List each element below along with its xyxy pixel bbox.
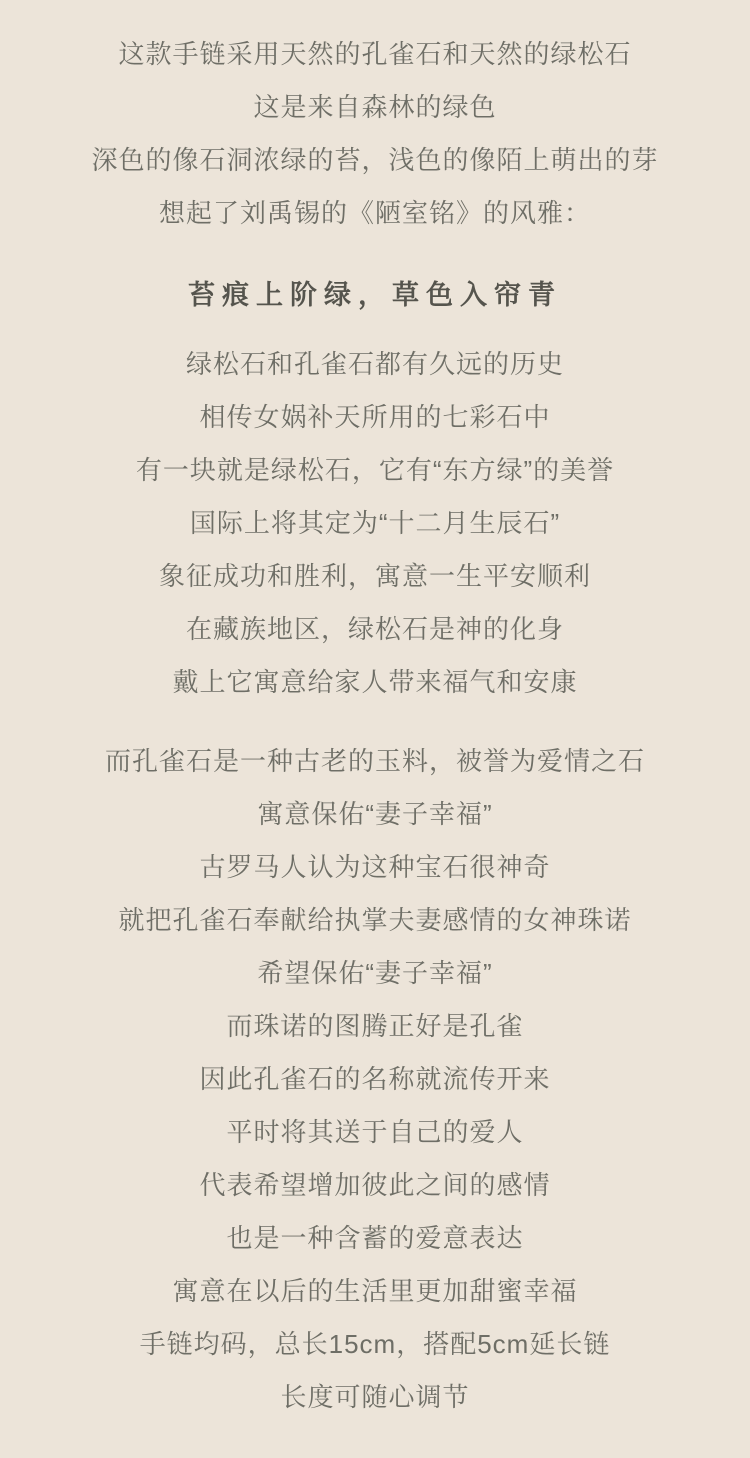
turquoise-line-3: 有一块就是绿松石，它有“东方绿”的美誉 bbox=[135, 455, 615, 485]
malachite-line-11: 寓意在以后的生活里更加甜蜜幸福 bbox=[172, 1276, 578, 1306]
malachite-line-3: 古罗马人认为这种宝石很神奇 bbox=[199, 852, 551, 882]
malachite-line-10: 也是一种含蓄的爱意表达 bbox=[226, 1223, 524, 1253]
malachite-line-12: 手链均码，总长15cm，搭配5cm延长链 bbox=[139, 1329, 611, 1359]
turquoise-line-1: 绿松石和孔雀石都有久远的历史 bbox=[185, 349, 564, 379]
turquoise-line-6: 在藏族地区，绿松石是神的化身 bbox=[185, 614, 564, 644]
malachite-line-1: 而孔雀石是一种古老的玉料，被誉为爱情之石 bbox=[104, 746, 645, 776]
turquoise-line-2: 相传女娲补天所用的七彩石中 bbox=[199, 402, 551, 432]
malachite-line-8: 平时将其送于自己的爱人 bbox=[226, 1117, 524, 1147]
turquoise-line-5: 象征成功和胜利，寓意一生平安顺利 bbox=[158, 561, 591, 591]
malachite-line-5: 希望保佑“妻子幸福” bbox=[257, 958, 493, 988]
malachite-line-2: 寓意保佑“妻子幸福” bbox=[257, 799, 493, 829]
intro-line-1: 这款手链采用天然的孔雀石和天然的绿松石 bbox=[118, 39, 632, 69]
turquoise-line-7: 戴上它寓意给家人带来福气和安康 bbox=[172, 667, 578, 697]
intro-line-4: 想起了刘禹锡的《陋室铭》的风雅： bbox=[158, 198, 591, 228]
malachite-line-13: 长度可随心调节 bbox=[280, 1382, 470, 1412]
intro-block bbox=[40, 28, 710, 240]
turquoise-line-4: 国际上将其定为“十二月生辰石” bbox=[189, 508, 561, 538]
malachite-section bbox=[40, 735, 710, 1424]
turquoise-section bbox=[40, 338, 710, 709]
malachite-line-6: 而珠诺的图腾正好是孔雀 bbox=[226, 1011, 524, 1041]
malachite-line-4: 就把孔雀石奉献给执掌夫妻感情的女神珠诺 bbox=[118, 905, 632, 935]
malachite-line-7: 因此孔雀石的名称就流传开来 bbox=[199, 1064, 551, 1094]
intro-line-3: 深色的像石洞浓绿的苔，浅色的像陌上萌出的芽 bbox=[91, 145, 659, 175]
malachite-line-9: 代表希望增加彼此之间的感情 bbox=[199, 1170, 551, 1200]
poem-quote: 苔痕上阶绿，草色入帘青 bbox=[188, 280, 562, 310]
intro-line-2: 这是来自森林的绿色 bbox=[253, 92, 497, 122]
